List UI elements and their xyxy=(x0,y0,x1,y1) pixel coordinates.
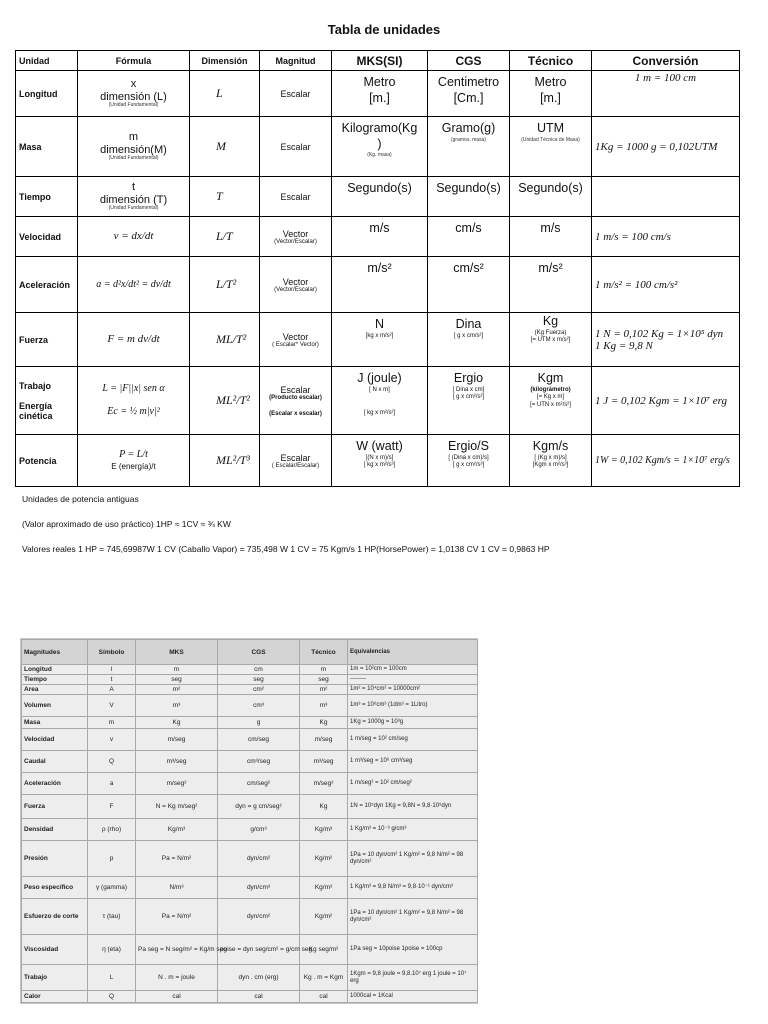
header-dimension: Dimensión xyxy=(190,51,260,71)
row-magnitude: Escalar xyxy=(260,71,332,117)
row-formula: P = L/t E (energía)/t xyxy=(78,435,190,487)
table-row xyxy=(16,313,740,367)
notes-line2: (Valor aproximado de uso práctico) 1HP ≈ 1CV ≈ ¾ KW xyxy=(22,519,231,529)
row-tec: Kgm (kilográmetro) [= Kg x m] [= UTN x m²/s²] xyxy=(510,367,592,435)
row-magnitude: Vector (Vector/Escalar) xyxy=(260,217,332,257)
row-magnitude: Escalar ( Escalar/Escalar) xyxy=(260,435,332,487)
header-mks: MKS(SI) xyxy=(332,51,428,71)
row-dimension: L/T² xyxy=(190,257,260,313)
row-cgs: Segundo(s) xyxy=(428,177,510,217)
notes-line3: Valores reales 1 HP = 745,69987W 1 CV (Caballo Vapor) = 735,498 W 1 CV = 75 Kgm/s 1 HP(HorsePower) = 1,0138 CV 1 CV = 0,9863 HP xyxy=(22,544,550,554)
table-row: Densidad ρ (rho) Kg/m³ g/cm³ Kg/m³ 1 Kg/m³ = 10⁻³ g/cm³ xyxy=(22,819,478,841)
row-name: Fuerza xyxy=(16,313,78,367)
row-mks: J (joule) [ N x m] [ kg x m²/s²] xyxy=(332,367,428,435)
header-conversion: Conversión xyxy=(592,51,740,71)
row-conversion: 1 m/s² = 100 cm/s² xyxy=(592,257,740,313)
row-mks: W (watt) [(N x m)/s] [ kg x m²/s³] xyxy=(332,435,428,487)
table-row xyxy=(16,367,740,435)
row-tec: Metro [m.] xyxy=(510,71,592,117)
row-tec: Kgm/s [ (Kg x m)/s] [Kgm x m²/s³] xyxy=(510,435,592,487)
table-row: Tiempo t seg seg seg -------- xyxy=(22,675,478,685)
row-cgs: cm/s xyxy=(428,217,510,257)
row-dimension: ML²/T³ xyxy=(190,435,260,487)
row-conversion: 1Kg = 1000 g = 0,102UTM xyxy=(592,117,740,177)
row-cgs: Dina [ g x cm/s²] xyxy=(428,313,510,367)
row-mks: Segundo(s) xyxy=(332,177,428,217)
row-name: Velocidad xyxy=(16,217,78,257)
row-dimension: L xyxy=(190,71,260,117)
row-name: Potencia xyxy=(16,435,78,487)
row-conversion: 1 J = 0,102 Kgm = 1×10⁷ erg xyxy=(592,367,740,435)
table-row: Presión p Pa = N/m² dyn/cm² Kg/m² 1Pa = 10 dyn/cm² 1 Kg/m² = 9,8 N/m² = 98 dyn/cm² xyxy=(22,841,478,877)
row-conversion xyxy=(592,177,740,217)
table-row: Fuerza F N = Kg m/seg² dyn = g cm/seg² Kg 1N = 10⁵dyn 1Kg = 9,8N = 9,8·10⁵dyn xyxy=(22,795,478,819)
row-tec: Segundo(s) xyxy=(510,177,592,217)
row-dimension: T xyxy=(190,177,260,217)
header-magnitud: Magnitud xyxy=(260,51,332,71)
row-conversion: 1 m = 100 cm xyxy=(592,71,740,117)
row-name: Longitud xyxy=(16,71,78,117)
row-formula: F = m dv/dt xyxy=(78,313,190,367)
row-tec: m/s² xyxy=(510,257,592,313)
table-row: Aceleración a m/seg² cm/seg² m/seg² 1 m/seg² = 10² cm/seg² xyxy=(22,773,478,795)
row-formula: x dimensión (L) (Unidad Fundamental) xyxy=(78,71,190,117)
row-mks: N [kg x m/s²] xyxy=(332,313,428,367)
table-header-row xyxy=(16,51,740,71)
row-magnitude: Escalar (Producto escalar) (Escalar x escalar) xyxy=(260,367,332,435)
table-row xyxy=(16,435,740,487)
row-magnitude: Vector ( Escalar* Vector) xyxy=(260,313,332,367)
row-mks: Metro [m.] xyxy=(332,71,428,117)
scan-header-row: Magnitudes Símbolo MKS CGS Técnico Equivalencias xyxy=(22,640,478,665)
header-tecnico: Técnico xyxy=(510,51,592,71)
table-row: Longitud l m cm m 1m = 10²cm = 100cm xyxy=(22,665,478,675)
header-formula: Fórmula xyxy=(78,51,190,71)
table-row: Area A m² cm² m² 1m² = 10⁴cm² = 10000cm² xyxy=(22,685,478,695)
row-mks: m/s xyxy=(332,217,428,257)
page-title: Tabla de unidades xyxy=(327,22,441,37)
table-row: Trabajo L N . m = joule dyn . cm (erg) Kg . m = Kgm 1Kgm = 9,8 joule = 9,8.10⁷ erg 1 joule = 10⁷ erg xyxy=(22,965,478,991)
row-tec: Kg (Kg Fuerza) [= UTM x m/s²] xyxy=(510,313,592,367)
row-magnitude: Escalar xyxy=(260,117,332,177)
notes-line1: Unidades de potencia antiguas xyxy=(22,494,139,504)
table-row xyxy=(16,71,740,117)
row-dimension: M xyxy=(190,117,260,177)
table-row xyxy=(16,117,740,177)
table-row: Esfuerzo de corte τ (tau) Pa = N/m² dyn/cm² Kg/m² 1Pa = 10 dyn/cm² 1 Kg/m² = 9,8 N/m² = 98 dyn/cm² xyxy=(22,899,478,935)
row-formula: L = |F||x| sen α Ec = ½ m|v|² xyxy=(78,367,190,435)
row-name: Trabajo Energía cinética xyxy=(16,367,78,435)
header-unidad: Unidad xyxy=(16,51,78,71)
row-conversion: 1W = 0,102 Kgm/s = 1×10⁷ erg/s xyxy=(592,435,740,487)
row-formula: v = dx/dt xyxy=(78,217,190,257)
table-row xyxy=(16,257,740,313)
row-name: Tiempo xyxy=(16,177,78,217)
row-cgs: cm/s² xyxy=(428,257,510,313)
header-cgs: CGS xyxy=(428,51,510,71)
row-tec: m/s xyxy=(510,217,592,257)
row-mks: Kilogramo(Kg ) (Kg. masa) xyxy=(332,117,428,177)
row-magnitude: Vector (Vector/Escalar) xyxy=(260,257,332,313)
row-formula: m dimensión(M) (Unidad Fundamental) xyxy=(78,117,190,177)
table-row xyxy=(16,177,740,217)
table-row xyxy=(16,217,740,257)
row-formula: t dimensión (T) (Unidad Fundamental) xyxy=(78,177,190,217)
row-conversion: 1 N = 0,102 Kg = 1×10⁵ dyn 1 Kg = 9,8 N xyxy=(592,313,740,367)
row-mks: m/s² xyxy=(332,257,428,313)
row-cgs: Ergio/S [ (Dina x cm)/s] [ g x cm²/s³] xyxy=(428,435,510,487)
row-name: Masa xyxy=(16,117,78,177)
table-row: Peso específico γ (gamma) N/m³ dyn/cm³ Kg/m³ 1 Kg/m³ = 9,8 N/m³ = 9,8·10⁻¹ dyn/cm³ xyxy=(22,877,478,899)
row-cgs: Gramo(g) (gramos. masa) xyxy=(428,117,510,177)
table-row: Masa m Kg g Kg 1Kg = 1000g = 10³g xyxy=(22,717,478,729)
row-cgs: Ergio [ Dina x cm] [ g x cm²/s²] xyxy=(428,367,510,435)
row-conversion: 1 m/s = 100 cm/s xyxy=(592,217,740,257)
table-row: Calor Q cal cal cal 1000cal = 1Kcal xyxy=(22,991,478,1003)
scanned-units-table xyxy=(20,638,478,1004)
table-row: Velocidad v m/seg cm/seg m/seg 1 m/seg = 10² cm/seg xyxy=(22,729,478,751)
row-magnitude: Escalar xyxy=(260,177,332,217)
row-dimension: L/T xyxy=(190,217,260,257)
row-dimension: ML/T² xyxy=(190,313,260,367)
table-row: Volumen V m³ cm³ m³ 1m³ = 10⁶cm³ (1dm³ = 1Litro) xyxy=(22,695,478,717)
row-formula: a = d²x/dt² = dv/dt xyxy=(78,257,190,313)
table-row: Viscosidad η (eta) Pa seg = N seg/m² = Kg/m seg poise = dyn seg/cm² = g/cm seg Kg seg/m² 1Pa seg = 10poise 1poise = 100cp xyxy=(22,935,478,965)
table-row: Caudal Q m³/seg cm³/seg m³/seg 1 m³/seg = 10⁶ cm³/seg xyxy=(22,751,478,773)
row-tec: UTM (Unidad Técnica de Masa) xyxy=(510,117,592,177)
row-name: Aceleración xyxy=(16,257,78,313)
row-cgs: Centimetro [Cm.] xyxy=(428,71,510,117)
row-dimension: ML²/T² xyxy=(190,367,260,435)
units-table xyxy=(15,50,740,487)
